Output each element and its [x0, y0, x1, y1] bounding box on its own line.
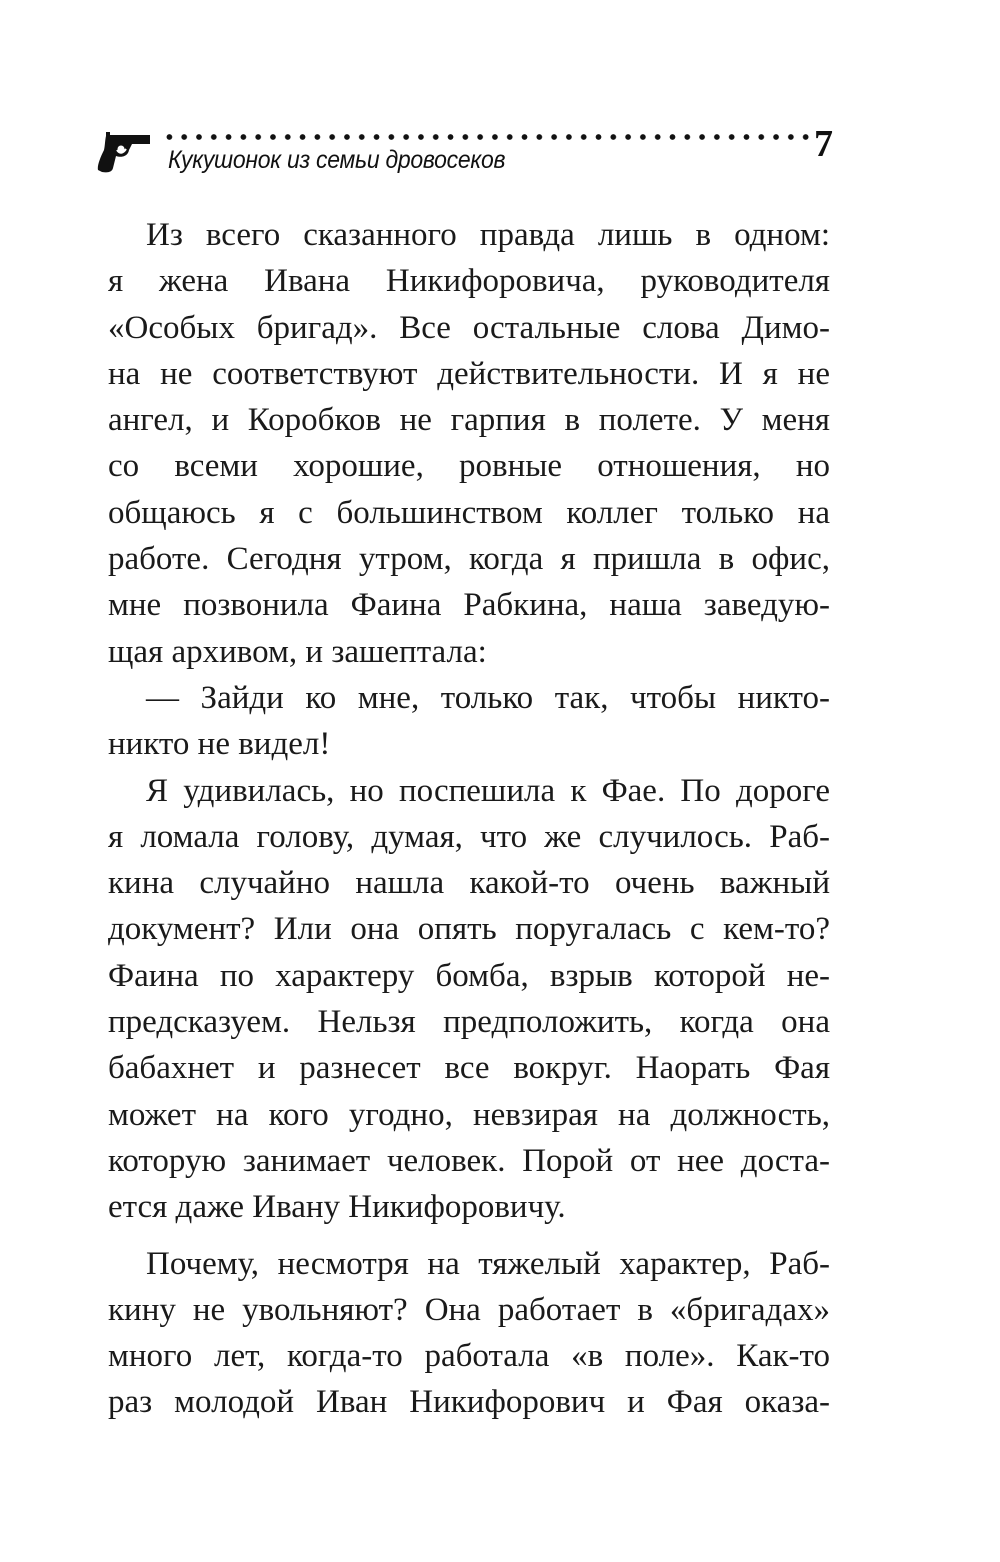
- text-line: — Зайди ко мне, только так, чтобы никто-: [146, 679, 830, 716]
- text-line: я жена Ивана Никифоровича, руководителя: [108, 263, 830, 300]
- text-line: никто не видел!: [108, 726, 331, 763]
- revolver-icon: [96, 128, 156, 174]
- text-line: документ? Или она опять поругалась с кем-то?: [108, 911, 830, 948]
- text-line: на не соответствуют действительности. И я не: [108, 355, 830, 392]
- text-line: много лет, когда-то работала «в поле». Как-то: [108, 1338, 830, 1375]
- text-line: может на кого угодно, невзирая на должность,: [108, 1096, 830, 1133]
- text-line: бабахнет и разнесет все вокруг. Наорать Фая: [108, 1050, 830, 1087]
- text-line: которую занимает человек. Порой от нее доста-: [108, 1142, 830, 1179]
- body-text: [108, 212, 830, 1426]
- text-line: работе. Сегодня утром, когда я пришла в офис,: [108, 541, 830, 578]
- text-line: Почему, несмотря на тяжелый характер, Раб-: [146, 1245, 830, 1282]
- text-line: кину не увольняют? Она работает в «бригадах»: [108, 1291, 830, 1328]
- text-line: я ломала голову, думая, что же случилось. Раб-: [108, 818, 830, 855]
- text-line: мне позвонила Фаина Рабкина, наша заведую-: [108, 587, 830, 624]
- text-line: Из всего сказанного правда лишь в одном:: [146, 217, 830, 253]
- page-number: 7: [814, 123, 833, 165]
- text-line: «Особых бригад». Все остальные слова Димо-: [108, 309, 830, 346]
- running-title: Кукушонок из семьи дровосеков: [168, 146, 506, 174]
- text-line: общаюсь я с большинством коллег только на: [108, 494, 830, 531]
- text-line: щая архивом, и зашептала:: [108, 633, 487, 670]
- text-line: Фаина по характеру бомба, взрыв которой не-: [108, 957, 830, 994]
- text-line: Я удивилась, но поспешила к Фае. По дороге: [146, 772, 830, 809]
- page-header: [96, 123, 836, 186]
- text-line: кина случайно нашла какой-то очень важный: [108, 865, 830, 902]
- text-line: предсказуем. Нельзя предположить, когда она: [108, 1004, 830, 1041]
- text-line: со всеми хорошие, ровные отношения, но: [108, 448, 830, 485]
- header-dotted-rule: [162, 132, 814, 142]
- text-line: ангел, и Коробков не гарпия в полете. У меня: [108, 402, 830, 439]
- text-line: раз молодой Иван Никифорович и Фая оказа-: [108, 1384, 830, 1421]
- text-line: ется даже Ивану Никифоровичу.: [108, 1189, 566, 1226]
